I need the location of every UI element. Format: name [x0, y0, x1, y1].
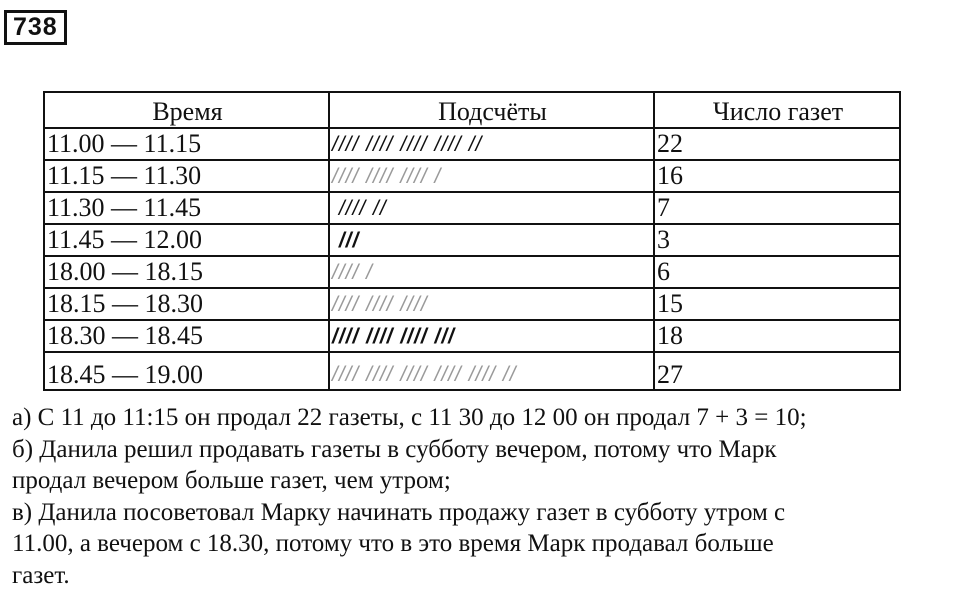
tally-cell: [329, 192, 654, 224]
table-row: [44, 256, 900, 288]
tally-cell: [329, 256, 654, 288]
table-row: [44, 128, 900, 160]
tally-marks: ///: [332, 229, 360, 252]
count-cell: 7: [654, 192, 900, 224]
tally-marks: //// //// //// //// //// //: [332, 363, 517, 386]
count-cell: 18: [654, 320, 900, 352]
answer-line: продал вечером больше газет, чем утром;: [12, 467, 451, 494]
table-row: [44, 288, 900, 320]
header-tallies: Подсчёты: [329, 92, 654, 128]
tally-cell: [329, 320, 654, 352]
table-row: [44, 224, 900, 256]
answer-line: 11.00, а вечером с 18.30, потому что в это время Марк продавал больше: [12, 530, 774, 557]
tally-marks: //// //: [332, 197, 387, 220]
table-row: [44, 160, 900, 192]
answer-line: а) С 11 до 11:15 он продал 22 газеты, с 11 30 до 12 00 он продал 7 + 3 = 10;: [12, 404, 807, 431]
count-cell: 27: [654, 352, 900, 390]
time-cell: 11.15 — 11.30: [44, 160, 329, 192]
time-cell: 11.00 — 11.15: [44, 128, 329, 160]
tally-cell: [329, 352, 654, 390]
time-cell: 18.00 — 18.15: [44, 256, 329, 288]
time-cell: 18.15 — 18.30: [44, 288, 329, 320]
answer-line: газет.: [12, 561, 70, 589]
time-cell: 18.45 — 19.00: [44, 352, 329, 390]
table-row: [44, 192, 900, 224]
tally-marks: //// //// //// //// //: [332, 133, 483, 156]
tally-cell: [329, 128, 654, 160]
tally-marks: //// //// //// /: [332, 165, 442, 188]
table-row: [44, 320, 900, 352]
time-cell: 11.30 — 11.45: [44, 192, 329, 224]
tally-cell: [329, 224, 654, 256]
answer-line: в) Данила посоветовал Марку начинать продажу газет в субботу утром с: [12, 498, 786, 526]
answer-line: б) Данила решил продавать газеты в субботу вечером, потому что Марк: [12, 435, 777, 463]
count-cell: 15: [654, 288, 900, 320]
answer-text: [12, 402, 958, 591]
count-cell: 16: [654, 160, 900, 192]
tally-table: [43, 91, 901, 391]
tally-cell: [329, 160, 654, 192]
tally-cell: [329, 288, 654, 320]
count-cell: 3: [654, 224, 900, 256]
header-time: Время: [44, 92, 329, 128]
time-cell: 11.45 — 12.00: [44, 224, 329, 256]
count-cell: 6: [654, 256, 900, 288]
problem-number: 738: [4, 10, 67, 45]
tally-marks: //// /: [332, 261, 374, 284]
time-cell: 18.30 — 18.45: [44, 320, 329, 352]
table-header-row: [44, 92, 900, 128]
table-row: [44, 352, 900, 390]
tally-marks: //// //// ////: [332, 293, 428, 316]
tally-marks: //// //// //// ///: [332, 325, 456, 348]
count-cell: 22: [654, 128, 900, 160]
header-count: Число газет: [654, 92, 900, 128]
